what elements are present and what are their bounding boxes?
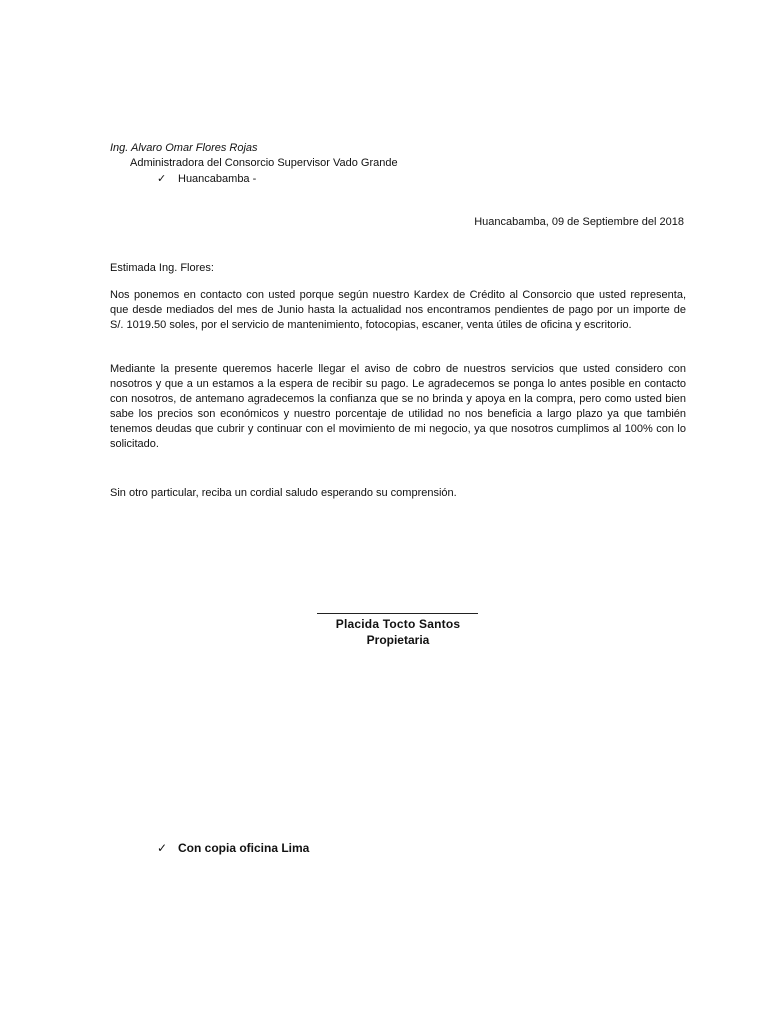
signature-name: Placida Tocto Santos — [335, 617, 461, 631]
recipient-title: Administradora del Consorcio Supervisor Vado Grande — [130, 157, 398, 169]
checkmark-icon: ✓ — [157, 173, 167, 185]
signature-line — [317, 613, 478, 614]
cc-line — [157, 841, 309, 855]
recipient-name: Ing. Alvaro Omar Flores Rojas — [110, 142, 258, 154]
salutation: Estimada Ing. Flores: — [110, 262, 214, 274]
cc-text: Con copia oficina Lima — [178, 841, 310, 855]
date-line: Huancabamba, 09 de Septiembre del 2018 — [474, 216, 684, 228]
recipient-city-line — [157, 172, 256, 185]
body-paragraph-1: Nos ponemos en contacto con usted porque según nuestro Kardex de Crédito al Consorcio que usted representa, que desde mediados del mes de Junio hasta la actualidad nos encontramos pendientes de pago por un importe de S/. 1019.50 soles, por el servicio de mantenimiento, fotocopias, escaner, venta útiles de oficina y escritorio. — [110, 289, 686, 331]
checkmark-icon: ✓ — [157, 841, 168, 855]
recipient-city: Huancabamba - — [178, 172, 257, 185]
body-paragraph-2: Mediante la presente queremos hacerle llegar el aviso de cobro de nuestros servicios que usted considero con nosotros y que a un estamos a la espera de recibir su pago. Le agradecemos se ponga lo antes posible en contacto con nosotros, de antemano agradecemos la confianza que se no brinda y apoya en la compra, pero como usted bien sabe los precios son económicos y nuestro porcentaje de utilidad no nos beneficia a largo plazo ya que también tenemos deudas que cubrir y continuar con el movimiento de mi negocio, ya que nosotros cumplimos al 100% con lo solicitado. — [110, 363, 686, 450]
signature-role: Propietaria — [366, 633, 430, 647]
closing-line: Sin otro particular, reciba un cordial saludo esperando su comprensión. — [110, 487, 457, 499]
